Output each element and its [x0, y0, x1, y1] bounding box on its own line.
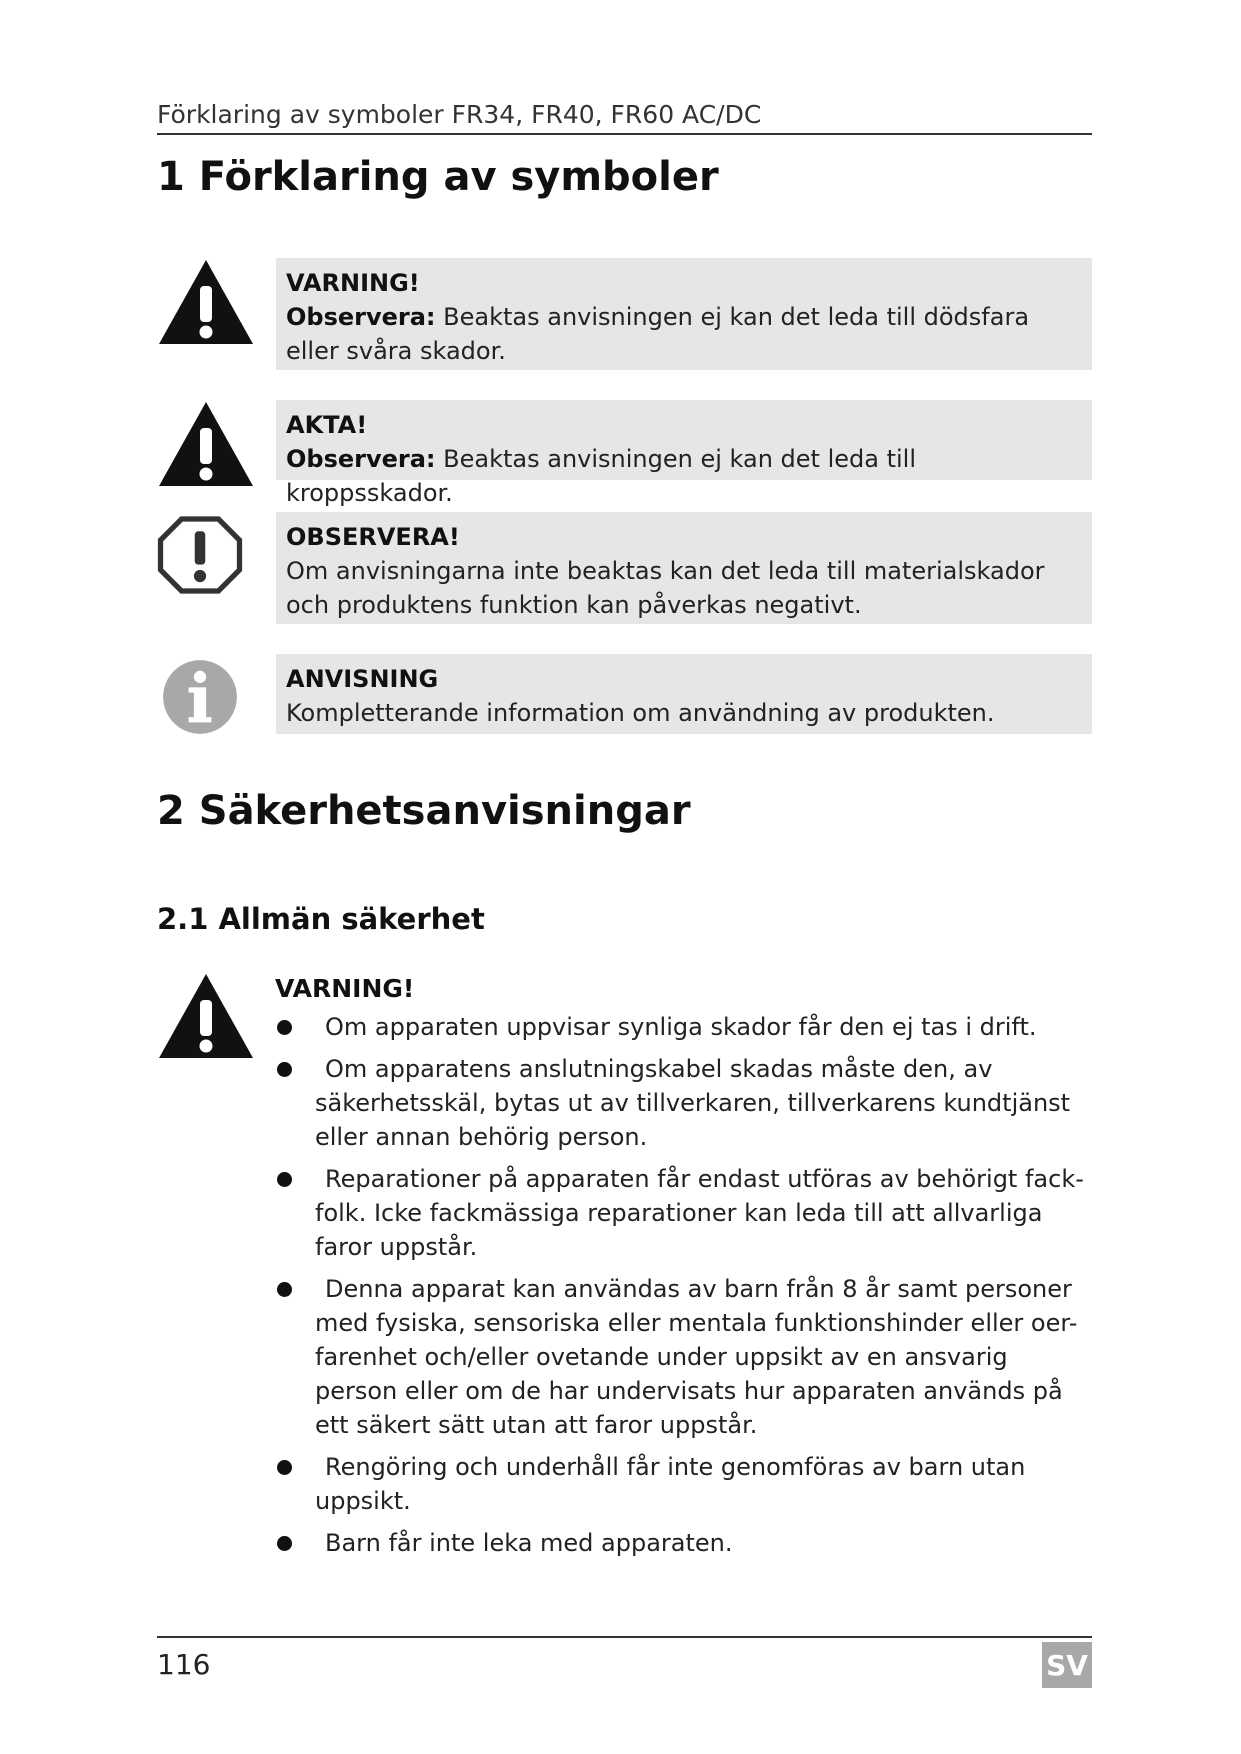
symbol-box-anvisning — [276, 654, 1092, 734]
section-1-heading: 1 Förklaring av symboler — [157, 154, 719, 200]
symbol-description: Beaktas anvisningen ej kan det leda till kroppsskador. — [286, 445, 917, 507]
footer-rule — [157, 1636, 1092, 1638]
list-item — [275, 1450, 1092, 1518]
list-item — [275, 1526, 1092, 1560]
bullet-dot-icon — [277, 1172, 292, 1187]
language-tab: SV — [1042, 1642, 1092, 1688]
symbol-bold-lead: Observera: — [286, 303, 436, 331]
warning-title: VARNING! — [275, 974, 415, 1003]
bullet-dot-icon — [277, 1020, 292, 1035]
list-item — [275, 1052, 1092, 1154]
symbol-box-akta — [276, 400, 1092, 507]
list-item-text: Denna apparat kan användas av barn från 8 år samt personer med fysiska, sensoriska eller mentala funktionshinder eller oer-farenhet och/eller ovetande under uppsikt av en ansvarig person eller om de har undervisats hur apparaten används på ett säkert sätt utan att faror uppstår. — [315, 1275, 1078, 1439]
list-item — [275, 1010, 1092, 1044]
running-header: Förklaring av symboler FR34, FR40, FR60 AC/DC — [157, 100, 1092, 135]
warning-triangle-icon — [157, 258, 255, 348]
warning-triangle-icon — [157, 400, 255, 490]
symbol-title: OBSERVERA! — [286, 523, 460, 551]
section-2-heading: 2 Säkerhetsanvisningar — [157, 788, 691, 834]
safety-bullet-list — [275, 1010, 1092, 1560]
list-item-text: Barn får inte leka med apparaten. — [325, 1529, 733, 1557]
bullet-dot-icon — [277, 1536, 292, 1551]
symbol-text: Om anvisningarna inte beaktas kan det leda till materialskador och produktens funktion kan påverkas negativt. — [286, 557, 1045, 619]
symbol-title: AKTA! — [286, 411, 368, 439]
list-item-text: Om apparaten uppvisar synliga skador får den ej tas i drift. — [325, 1013, 1037, 1041]
warning-body — [275, 972, 1092, 1568]
symbol-box-varning — [276, 258, 1092, 370]
symbol-title: VARNING! — [286, 269, 420, 297]
page-number: 116 — [157, 1648, 211, 1681]
bullet-dot-icon — [277, 1282, 292, 1297]
symbol-bold-lead: Observera: — [286, 445, 436, 473]
symbol-box-observera — [276, 512, 1092, 624]
symbol-text — [286, 300, 1082, 368]
symbol-text: Kompletterande information om användning av produkten. — [286, 699, 995, 727]
warning-triangle-icon — [157, 972, 255, 1062]
octagon-exclamation-icon — [157, 512, 243, 598]
subsection-2-1-heading: 2.1 Allmän säkerhet — [157, 902, 485, 936]
list-item — [275, 1272, 1092, 1442]
symbol-title: ANVISNING — [286, 665, 439, 693]
list-item-text: Om apparatens anslutningskabel skadas måste den, av säkerhetsskäl, bytas ut av tillverkaren, tillverkarens kundtjänst eller annan behörig person. — [315, 1055, 1071, 1151]
bullet-dot-icon — [277, 1460, 292, 1475]
list-item-text: Rengöring och underhåll får inte genomföras av barn utan uppsikt. — [315, 1453, 1026, 1515]
list-item-text: Reparationer på apparaten får endast utföras av behörigt fack-folk. Icke fackmässiga reparationer kan leda till att allvarliga faror uppstår. — [315, 1165, 1084, 1261]
list-item — [275, 1162, 1092, 1264]
symbol-text — [286, 442, 1082, 510]
bullet-dot-icon — [277, 1062, 292, 1077]
info-circle-icon — [157, 654, 243, 740]
symbol-description: Beaktas anvisningen ej kan det leda till dödsfara eller svåra skador. — [286, 303, 1030, 365]
